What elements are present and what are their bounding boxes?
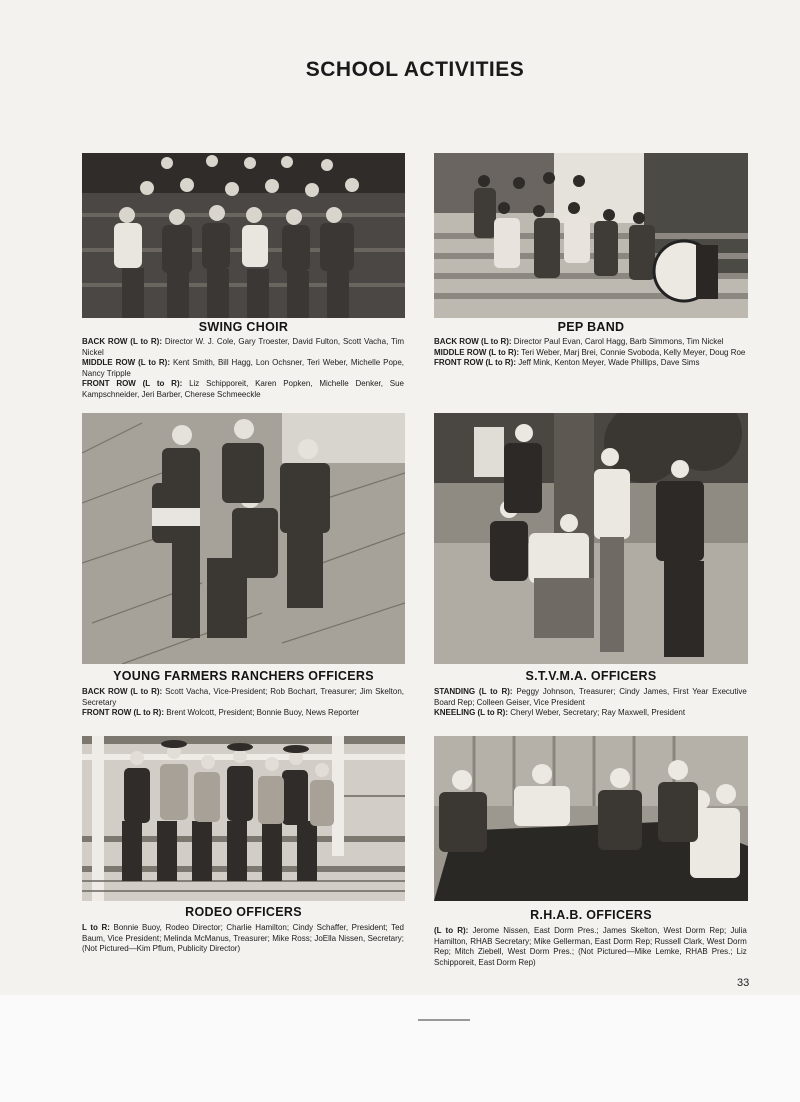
rodeo-photo [82,736,405,901]
pep-band-caption [434,336,747,368]
stvma-title: S.T.V.M.A. OFFICERS [525,669,657,683]
young-farmers-caption [82,686,404,718]
page-title: SCHOOL ACTIVITIES [305,58,525,81]
rhab-photo [434,736,748,901]
page-bottom-margin [0,995,800,1102]
swing-choir-title: SWING CHOIR [198,320,289,334]
page-number: 33 [737,977,750,989]
pep-band-photo [434,153,748,318]
caption-row: MIDDLE ROW (L to R): Teri Weber, Marj Brei, Connie Svoboda, Kelly Meyer, Doug Roe [434,346,746,357]
rodeo-title: RODEO OFFICERS [185,905,302,919]
stvma-photo [434,413,748,664]
swing-choir-caption [82,336,404,400]
rhab-title: R.H.A.B. OFFICERS [530,908,652,922]
caption-row: KNEELING (L to R): Cheryl Weber, Secretary; Ray Maxwell, President [434,707,686,718]
caption-row: MIDDLE ROW (L to R): Kent Smith, Bill Hagg, Lon Ochsner, Teri Weber, Michelle Pope, Nancy Tripple [82,357,405,378]
caption-row: BACK ROW (L to R): Scott Vacha, Vice-President; Rob Bochart, Treasurer; Jim Skelton, Secretary [82,686,404,707]
young-farmers-title: YOUNG FARMERS RANCHERS OFFICERS [113,669,374,683]
scan-mark [418,1019,470,1021]
caption-row: BACK ROW (L to R): Director W. J. Cole, Gary Troester, David Fulton, Scott Vacha, Tim Nickel [82,336,404,357]
swing-choir-photo [82,153,405,318]
caption-row: BACK ROW (L to R): Director Paul Evan, Carol Hagg, Barb Simmons, Tim Nickel [434,336,724,346]
stvma-caption [434,686,747,718]
pep-band-title: PEP BAND [557,320,625,334]
caption-row: FRONT ROW (L to R): Brent Wolcott, President; Bonnie Buoy, News Reporter [82,707,360,718]
rodeo-caption [82,922,404,954]
caption-row: L to R: Bonnie Buoy, Rodeo Director; Charlie Hamilton; Cindy Schaffer, President; Ted Baum, Vice President; Melinda McManus, Treasurer; Mike Ross; JoElla Nissen, Secretary; (Not Pictured—Kim Pflum, Publicity Director) [82,922,405,954]
young-farmers-photo [82,413,405,664]
rhab-caption [434,925,747,967]
caption-row: (L to R): Jerome Nissen, East Dorm Pres.; James Skelton, West Dorm Rep; Julia Hamilton, RHAB Secretary; Mike Gellerman, East Dorm Rep; Russell Clark, West Dorm Rep; Mitch Ziebell, West Dorm Pres.; (Not Pictured—Mike Lemke, RHAB Pres.; Liz Schipporeit, East Dorm Rep) [434,925,747,967]
caption-row: FRONT ROW (L to R): Jeff Mink, Kenton Meyer, Wade Phillips, Dave Sims [434,357,700,368]
caption-row: STANDING (L to R): Peggy Johnson, Treasurer; Cindy James, First Year Executive Board Rep; Colleen Geiser, Vice President [434,686,747,707]
caption-row: FRONT ROW (L to R): Liz Schipporeit, Karen Popken, Michelle Denker, Sue Kampschneider, Jeri Barber, Cherese Schmeeckle [82,378,404,399]
